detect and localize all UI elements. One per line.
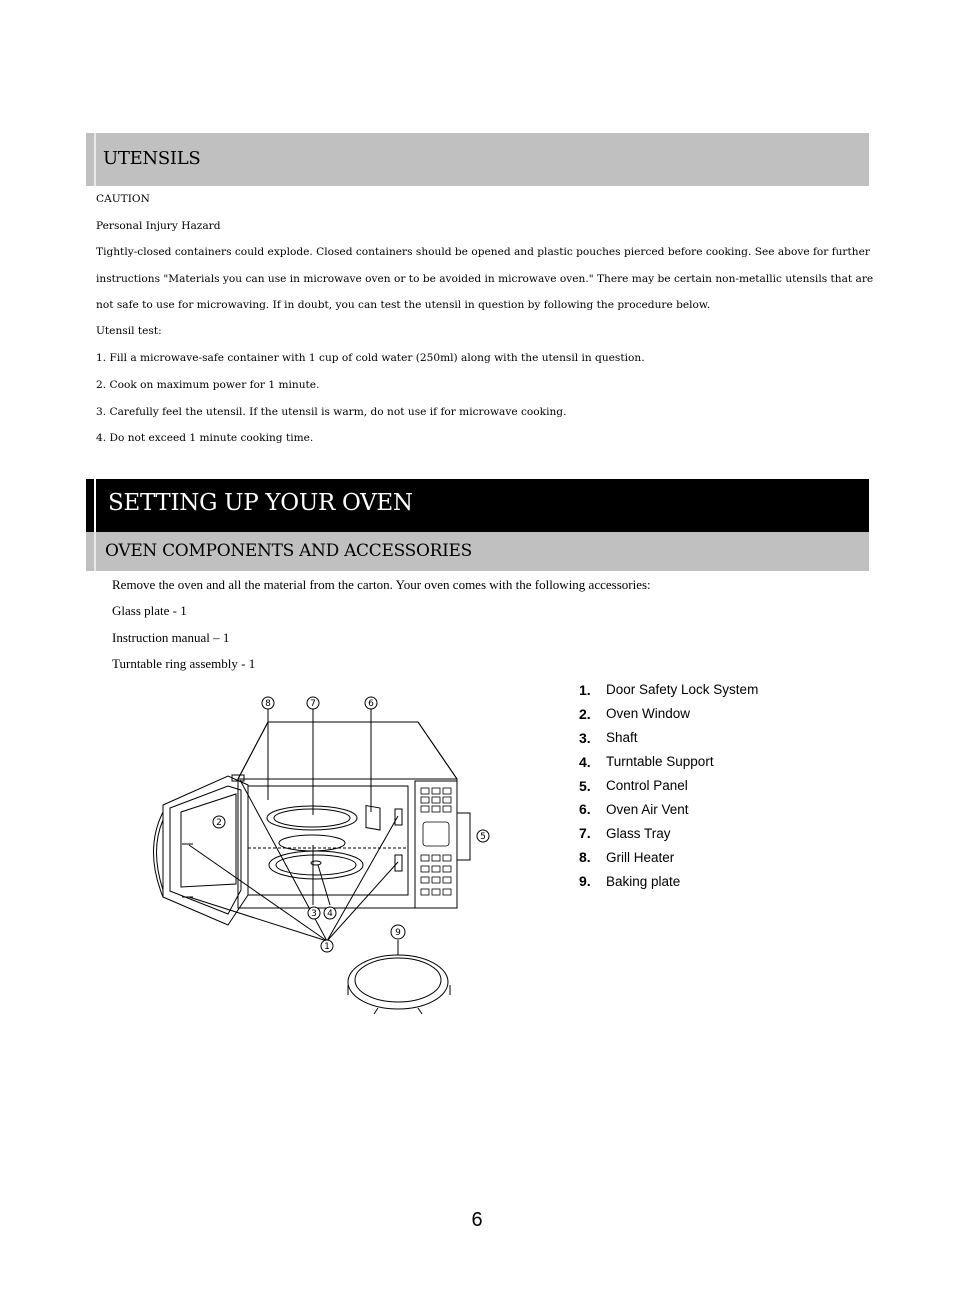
legend-item — [579, 702, 839, 726]
setup-heading: SETTING UP YOUR OVEN — [108, 490, 413, 516]
utensils-heading: UTENSILS — [103, 148, 201, 169]
legend-label: Oven Air Vent — [606, 801, 689, 817]
legend-number: 4. — [579, 753, 591, 770]
legend-number: 6. — [579, 801, 591, 818]
legend-item — [579, 845, 839, 869]
legend-number: 8. — [579, 849, 591, 866]
callout-label: 6 — [368, 699, 374, 709]
legend-label: Door Safety Lock System — [606, 682, 759, 698]
legend-label: Shaft — [606, 730, 638, 746]
legend-label: Glass Tray — [606, 825, 671, 841]
legend-number: 9. — [579, 873, 591, 890]
legend-item — [579, 726, 839, 750]
legend-number: 7. — [579, 825, 591, 842]
legend-item — [579, 750, 839, 774]
legend-item — [579, 869, 839, 893]
accessory-item: Glass plate - 1 — [112, 603, 187, 618]
legend-label: Baking plate — [606, 873, 681, 889]
door-lock-hole — [395, 855, 402, 871]
setup-intro: Remove the oven and all the material from the carton. Your oven comes with the following accessories: — [112, 577, 651, 592]
oven-diagram — [140, 690, 510, 1020]
band-edge — [94, 532, 96, 571]
components-heading: OVEN COMPONENTS AND ACCESSORIES — [105, 541, 472, 561]
components-header-band — [86, 532, 869, 571]
callout-label: 9 — [395, 928, 401, 938]
legend-number: 1. — [579, 681, 591, 698]
utensil-test-step: 4. Do not exceed 1 minute cooking time. — [96, 432, 314, 444]
callout-label: 8 — [265, 699, 271, 709]
callout-label: 4 — [327, 909, 333, 919]
band-edge — [94, 133, 96, 186]
air-vent — [366, 806, 380, 830]
callout-label: 1 — [324, 942, 330, 952]
utensils-header-band — [86, 133, 869, 186]
callout-label: 7 — [310, 699, 316, 709]
callout-label: 5 — [480, 832, 486, 842]
legend-label: Control Panel — [606, 778, 688, 793]
legend-number: 2. — [579, 705, 591, 722]
utensils-paragraph-line: not safe to use for microwaving. If in doubt, you can test the utensil in question by following the procedure below. — [96, 299, 711, 311]
utensil-test-title: Utensil test: — [96, 325, 162, 337]
components-legend — [579, 678, 839, 893]
legend-label: Oven Window — [606, 706, 691, 722]
band-edge — [94, 479, 96, 532]
glass-tray-upper — [267, 806, 357, 830]
utensils-paragraph-line: Tightly-closed containers could explode. Closed containers should be opened and plastic pouches pierced before cooking. See above for further — [96, 246, 870, 258]
utensils-paragraph-line: instructions "Materials you can use in microwave oven or to be avoided in microwave oven." There may be certain non-metallic utensils that are — [96, 273, 874, 285]
legend-item — [579, 797, 839, 821]
accessory-item: Turntable ring assembly - 1 — [112, 656, 256, 671]
accessory-item: Instruction manual – 1 — [112, 630, 230, 645]
utensil-test-step: 2. Cook on maximum power for 1 minute. — [96, 379, 320, 391]
legend-label: Grill Heater — [606, 849, 675, 865]
oven-window — [181, 794, 236, 887]
setup-header-band — [86, 479, 869, 532]
legend-label: Turntable Support — [606, 754, 714, 770]
legend-item — [579, 678, 839, 702]
legend-number: 5. — [579, 777, 591, 794]
hazard-label: Personal Injury Hazard — [96, 220, 221, 232]
legend-item — [579, 774, 839, 798]
legend-number: 3. — [579, 729, 591, 746]
utensil-test-step: 3. Carefully feel the utensil. If the utensil is warm, do not use if for microwave cooking. — [96, 406, 567, 418]
utensil-test-step: 1. Fill a microwave-safe container with 1 cup of cold water (250ml) along with the utensil in question. — [96, 352, 645, 364]
baking-plate — [348, 955, 448, 1009]
page-number: 6 — [471, 1209, 483, 1231]
callout-label: 2 — [216, 818, 222, 828]
callout-label: 3 — [311, 909, 317, 919]
legend-item — [579, 821, 839, 845]
caution-label: CAUTION — [96, 193, 150, 205]
door-lock-hole — [395, 809, 402, 825]
